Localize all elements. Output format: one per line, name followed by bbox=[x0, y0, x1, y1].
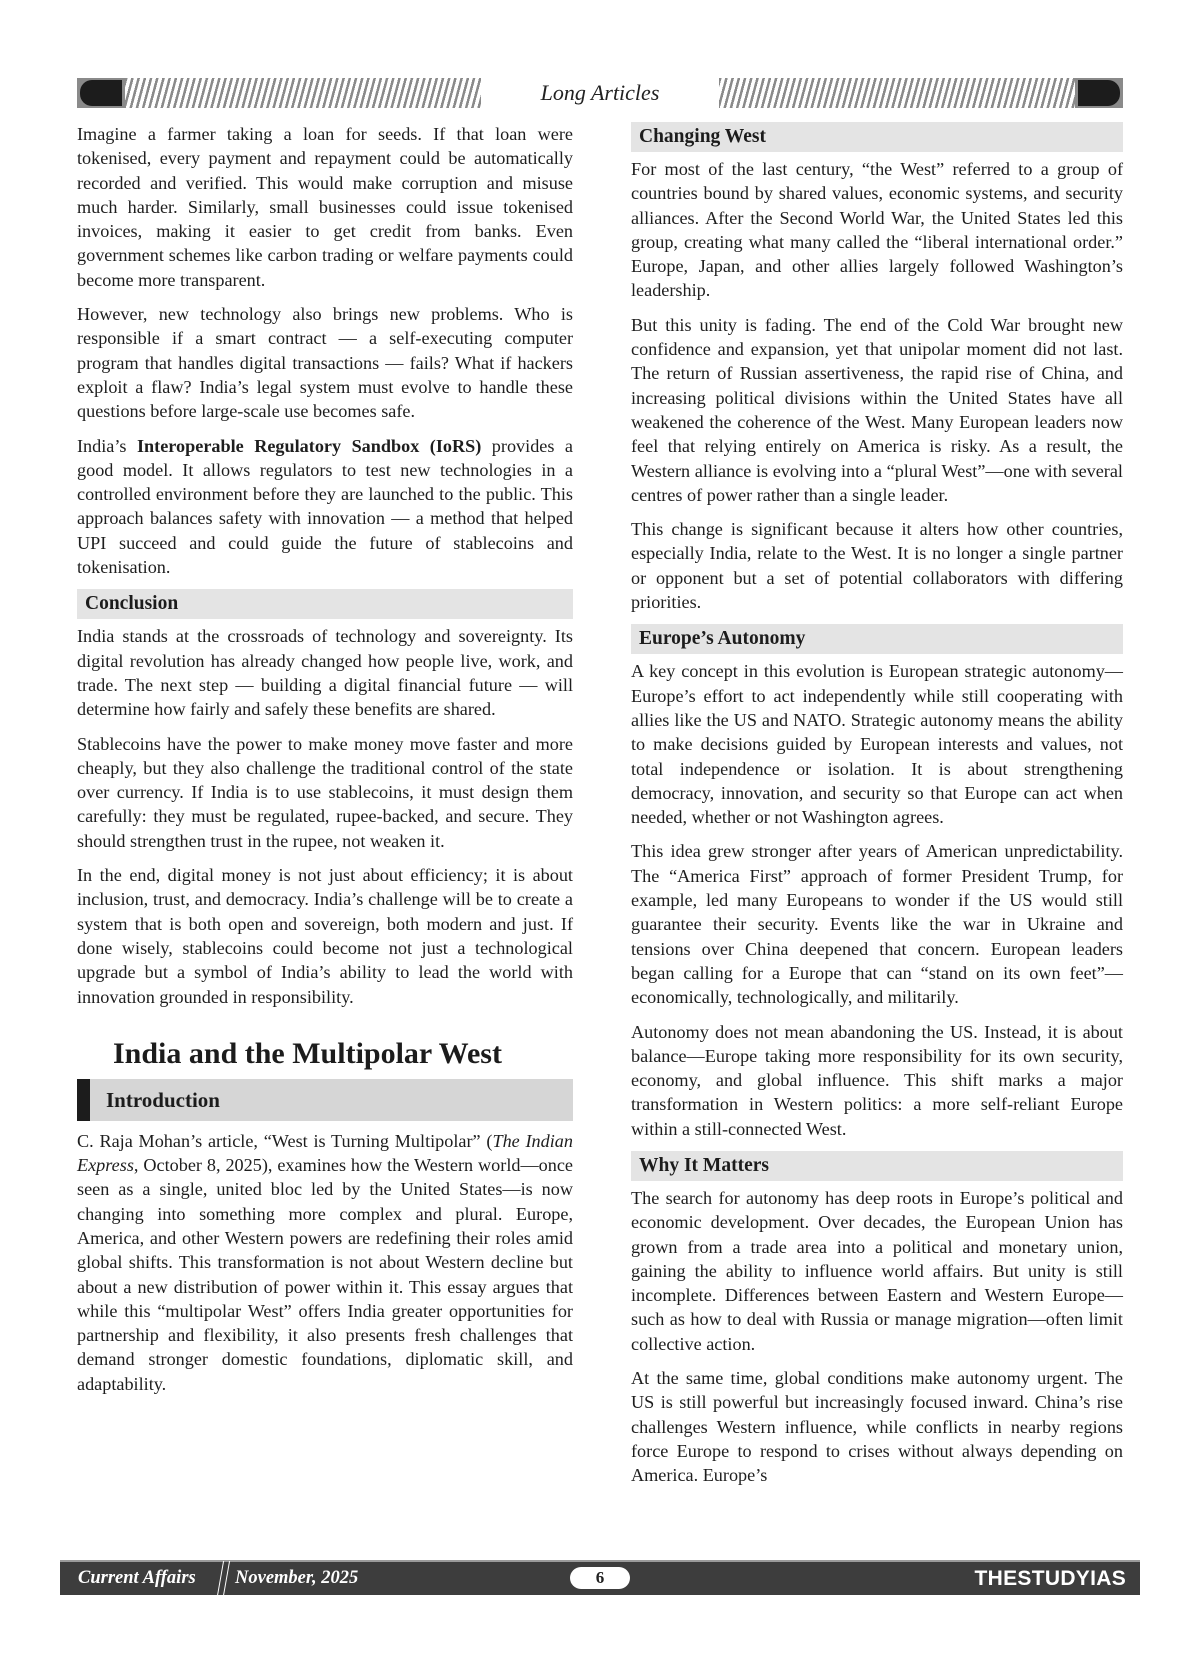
paragraph: A key concept in this evolution is European strategic autonomy—Europe’s effort to act independently while still cooperating with allies like the US and NATO. Strategic autonomy means the ability to make decisions guided by European interests and values, not total independence or isolation. It is about strengthening democracy, innovation, and security so that Europe can act when needed, whether or not Washington agrees. bbox=[631, 661, 1123, 828]
paragraph: The search for autonomy has deep roots in Europe’s political and economic development. Over decades, the European Union has grown from a trade area into a political and monetary union, gaining the ability to influence world affairs. But unity is still incomplete. Differences between Eastern and Western Europe—such as how to deal with Russia or manage migration—often limit collective action. bbox=[631, 1187, 1123, 1354]
paragraph: This idea grew stronger after years of American unpredictability. The “America First” approach of former President Trump, for example, led many Europeans to wonder if the US would still guarantee their security. Events like the war in Ukraine and tensions over China deepened that concern. European leaders began calling for a Europe that can “stand on its own feet”—economically, technologically, and militarily. bbox=[631, 841, 1123, 1008]
heading-accent-bar bbox=[77, 1079, 90, 1121]
page-footer bbox=[60, 1560, 1140, 1595]
page-header bbox=[77, 78, 1123, 108]
iors-term: Interoperable Regulatory Sandbox (IoRS) bbox=[136, 435, 482, 456]
article-title: India and the Multipolar West bbox=[113, 1036, 502, 1070]
section-heading-introduction bbox=[77, 1079, 573, 1121]
header-right-cap bbox=[1075, 78, 1123, 108]
section-heading-conclusion: Conclusion bbox=[77, 589, 573, 619]
paragraph: At the same time, global conditions make autonomy urgent. The US is still powerful but increasingly focused inward. China’s rise challenges Western influence, while conflicts in nearby regions force Europe to respond to crises without always depending on America. Europe’s bbox=[631, 1368, 1123, 1486]
paragraph: But this unity is fading. The end of the Cold War brought new confidence and expansion, yet that unipolar moment did not last. The return of Russian assertiveness, the rapid rise of China, and increasing political divisions within the United States have all weakened the coherence of the West. Many European leaders now feel that relying entirely on America is risky. As a result, the Western alliance is evolving into a “plural West”—one with several centres of power rather than a single leader. bbox=[631, 314, 1123, 505]
section-heading-europes-autonomy: Europe’s Autonomy bbox=[631, 624, 1123, 654]
header-right-stripes bbox=[719, 78, 1075, 108]
paragraph-suffix: provides a good model. It allows regulators to test new technologies in a controlled environment before they are launched to the public. This approach balances safety with innovation — a method that helped UPI succeed and could guide the future of stablecoins and tokenisation. bbox=[77, 435, 573, 578]
footer-separator bbox=[217, 1561, 230, 1596]
iors-paragraph bbox=[77, 434, 573, 580]
issue-date: November, 2025 bbox=[235, 1568, 359, 1588]
intro-text: , October 8, 2025), examines how the Western world—once seen as a single, united bloc led by the United States—is now changing into something more complex and plural. Europe, America, and other Western powers are redefining their roles amid global shifts. This transformation is not about Western decline but about a new distribution of power within it. This essay argues that while this “multipolar West” offers India greater opportunities for partnership and flexibility, it also presents fresh challenges that demand stronger domestic foundations, diplomatic skill, and adaptability. bbox=[77, 1155, 573, 1394]
intro-text: C. Raja Mohan’s article, “West is Turning Multipolar” ( bbox=[77, 1130, 493, 1151]
paragraph-prefix: India’s bbox=[77, 435, 137, 456]
publication-name: Current Affairs bbox=[78, 1568, 196, 1588]
header-left-cap bbox=[77, 78, 125, 108]
paragraph: Imagine a farmer taking a loan for seeds. If that loan were tokenised, every payment and repayment could be automatically recorded and verified. This would make corruption and misuse much harder. Similarly, small businesses could issue tokenised invoices, making it easier to get credit from banks. Even government schemes like carbon trading or welfare payments could become more transparent. bbox=[77, 124, 573, 290]
source-title: The Indian Express bbox=[77, 1130, 573, 1176]
paragraph: For most of the last century, “the West” referred to a group of countries bound by shared values, economic systems, and security alliances. After the Second World War, the United States led this group, creating what many called the “liberal international order.” Europe, Japan, and other allies largely followed Washington’s leadership. bbox=[631, 159, 1123, 301]
section-title: Long Articles bbox=[540, 80, 660, 105]
section-heading-why-it-matters: Why It Matters bbox=[631, 1151, 1123, 1181]
section-heading-changing-west: Changing West bbox=[631, 122, 1123, 152]
paragraph: This change is significant because it alters how other countries, especially India, relate to the West. It is no longer a single partner or opponent but a set of potential collaborators with differing priorities. bbox=[631, 519, 1123, 613]
header-left-stripes bbox=[125, 78, 481, 108]
paragraph: India stands at the crossroads of technology and sovereignty. Its digital revolution has already changed how people live, work, and trade. The next step — building a digital financial future — will determine how fairly and safely these benefits are shared. bbox=[77, 626, 573, 720]
right-column bbox=[631, 122, 1123, 1498]
paragraph: In the end, digital money is not just about efficiency; it is about inclusion, trust, and democracy. India’s challenge will be to create a system that is both open and sovereign, both modern and just. If done wisely, stablecoins could become not just a technological upgrade but a symbol of India’s ability to lead the world with innovation grounded in responsibility. bbox=[77, 865, 573, 1007]
brand-logo: THESTUDYIAS bbox=[974, 1567, 1126, 1590]
paragraph: However, new technology also brings new problems. Who is responsible if a smart contract — a self-executing computer program that handles digital transactions — fails? What if hackers exploit a flaw? India’s legal system must evolve to handle these questions before large-scale use becomes safe. bbox=[77, 304, 573, 422]
left-column bbox=[77, 122, 573, 1406]
paragraph: Stablecoins have the power to make money move faster and more cheaply, but they also challenge the traditional control of the state over currency. If India is to use stablecoins, it must design them carefully: they must be regulated, rupee-backed, and secure. They should strengthen trust in the rupee, not weaken it. bbox=[77, 733, 573, 851]
paragraph: Autonomy does not mean abandoning the US. Instead, it is about balance—Europe taking more responsibility for its own security, economy, and global influence. This shift marks a major transformation in Western politics: a more self-reliant Europe within a still-connected West. bbox=[631, 1021, 1123, 1139]
page-number: 6 bbox=[570, 1567, 630, 1589]
heading-label: Introduction bbox=[106, 1087, 220, 1112]
intro-paragraph bbox=[77, 1129, 573, 1396]
